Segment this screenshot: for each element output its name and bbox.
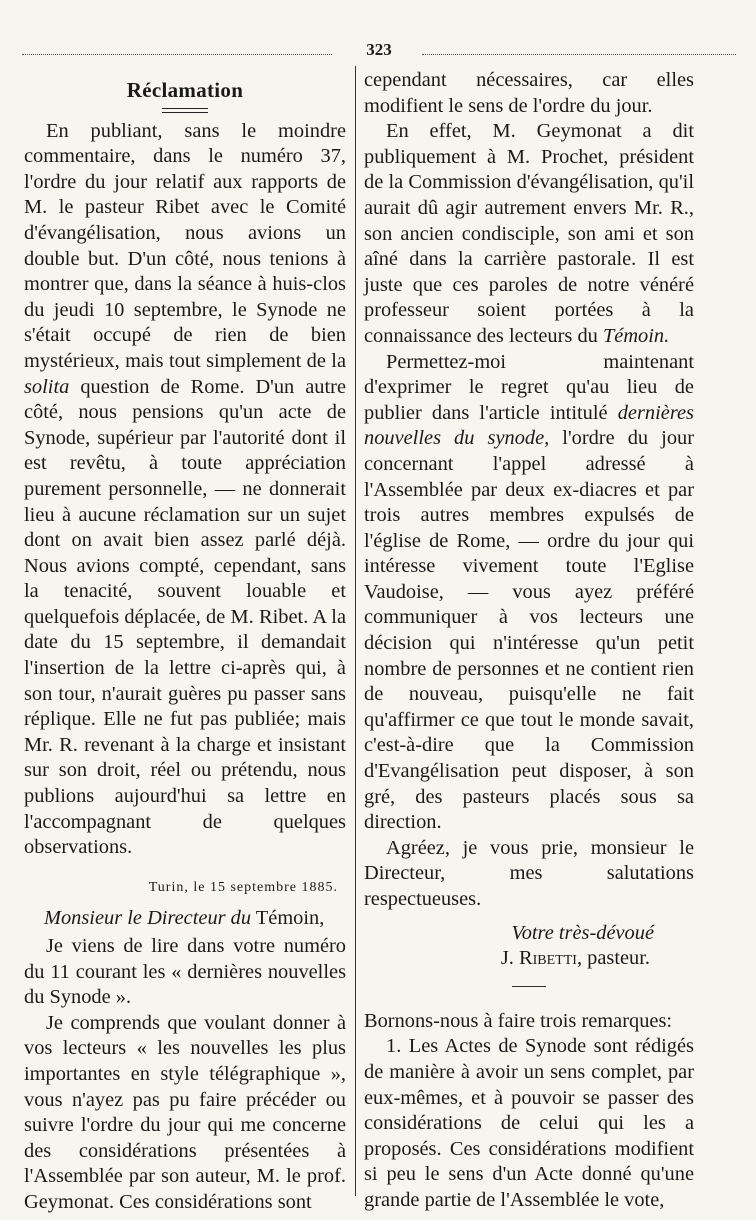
- intro-paragraph: [24, 119, 346, 861]
- letter-salutation: [24, 906, 346, 932]
- letter-paragraph-3: [364, 119, 694, 349]
- letter-paragraph-1: Je viens de lire dans votre numéro du 11 courant les « dernières nouvelles du Synode ».: [24, 935, 346, 1009]
- signature-name: [364, 946, 650, 972]
- p4-text-b: l'ordre du jour concernant l'appel adressé à l'Assemblée par deux ex-diacres et par trois autres membres expulsés de l'église de Rome, — ordre du jour qui intéresse vivement toute l'Eglise Vaudoise, — vous ayez préféré communiquer à vos lecteurs une décision qui n'intéresse qu'un petit nombre de personnes et ne contient rien de nouveau, puisqu'elle ne fait qu'affirmer ce que tout le monde savait, c'est-à-dire que la Commission d'Evangélisation peut disposer, à son gré, des pasteurs placés sous sa direction.: [364, 427, 695, 834]
- header-rule-left: [22, 54, 332, 55]
- title-double-rule: [162, 108, 208, 113]
- remark-1: 1. Les Actes de Synode sont rédigés de manière à avoir un sens complet, par eux-mêmes, et à pouvoir se passer des considérations de celui qui les a proposés. Ces considérations modifient si peu le sens d'un Acte donné qu'une grande partie de l'Assemblée le vote,: [364, 1035, 694, 1211]
- intro-italic: solita: [24, 375, 70, 398]
- letter-continuation: cependant nécessaires, car elles modifient le sens de l'ordre du jour.: [364, 69, 694, 117]
- column-divider: [355, 66, 356, 1196]
- p3-italic: Témoin.: [602, 324, 670, 347]
- remarks-intro: Bornons-nous à faire trois remarques:: [364, 1009, 673, 1032]
- section-separator: [512, 986, 546, 987]
- p3-text: En effet, M. Geymonat a dit publiquement à M. Prochet, président de la Commission d'évangélisation, qu'il aurait dû agir autrement envers Mr. R., son ancien condisciple, son ami et son aîné dans la carrière pastorale. Il est juste que ces paroles de notre vénéré professeur soient portées à la connaissance des lecteurs du: [364, 120, 694, 347]
- page-number: 323: [366, 40, 392, 59]
- sign-title: , pasteur.: [576, 947, 650, 970]
- sign-initial: J.: [500, 947, 520, 970]
- p4-text-a: Permettez-moi maintenant d'exprimer le regret qu'au lieu de publier dans l'article intitulé: [364, 350, 694, 424]
- article-title: Réclamation: [126, 78, 244, 102]
- intro-text-b: question de Rome. D'un autre côté, nous pensions qu'un acte de Synode, supérieur par l'autorité dont il est revêtu, à toute appréciation purement personnelle, — ne donnerait lieu à aucune réclamation sur un sujet dont on avait bien assez parlé déjà. Nous avions compté, cependant, sans la tenacité, souvent louable et quelquefois déplacée, de M. Ribet. A la date du 15 septembre, il demandait l'insertion de la lettre ci-après qui, à son tour, n'aurait guères pu passer sans réplique. Elle ne fut pas publiée; mais Mr. R. revenant à la charge et insistant sur son droit, réel ou prétendu, nous publions aujourd'hui sa lettre en l'accompagnant de quelques observations.: [24, 375, 346, 859]
- letter-paragraph-4: [364, 350, 694, 836]
- sign-surname: Ribetti: [519, 947, 577, 970]
- right-column: [364, 68, 695, 1211]
- page-header: [22, 40, 736, 64]
- letter-paragraph-2: Je comprends que voulant donner à vos lecteurs « les nouvelles les plus importantes en style télégraphique », vous n'ayez pas pu faire précéder ou suivre l'ordre du jour qui me concerne des considérations présentées à l'Assemblée par son auteur, M. le prof. Geymonat. Ces considérations sont: [24, 1011, 346, 1213]
- salutation-italic: Monsieur le Directeur du: [44, 907, 252, 930]
- salutation-rest: Témoin,: [251, 907, 325, 930]
- signature-line: Votre très-dévoué: [511, 921, 654, 944]
- letter-dateline: Turin, le 15 septembre 1885.: [148, 879, 338, 895]
- left-column: [24, 68, 346, 1213]
- letter-closing: Agréez, je vous prie, monsieur le Directeur, mes salutations respectueuses.: [364, 836, 694, 910]
- intro-text-a: En publiant, sans le moindre commentaire, dans le numéro 37, l'ordre du jour relatif aux rapports de M. le pasteur Ribet avec le Comité d'évangélisation, nous avions un double but. D'un côté, nous tenions à montrer que, dans la séance à huis-clos du jeudi 10 septembre, le Synode ne s'était occupé de rien de bien mystérieux, mais tout simplement de la: [24, 119, 346, 372]
- p4-italic: dernières nouvelles du synode,: [364, 401, 694, 450]
- header-rule-right: [422, 54, 736, 55]
